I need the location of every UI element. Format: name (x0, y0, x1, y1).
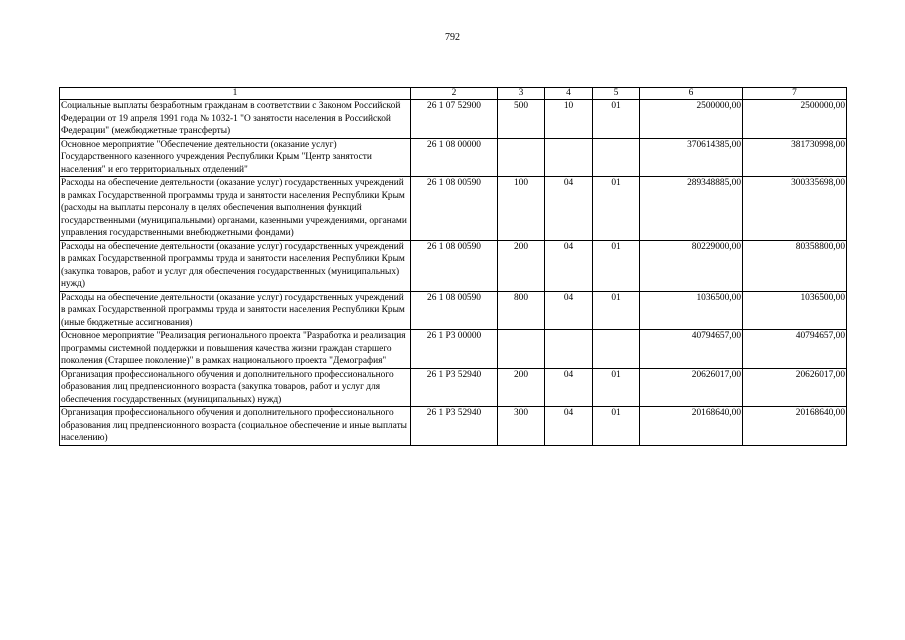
row-amount-year2: 40794657,00 (743, 330, 847, 369)
row-amount-year2: 20626017,00 (743, 368, 847, 407)
row-target-code: 26 1 08 00590 (411, 291, 498, 330)
row-amount-year2: 1036500,00 (743, 291, 847, 330)
table-row (60, 240, 847, 291)
row-amount-year2: 20168640,00 (743, 407, 847, 446)
row-subsection: 01 (593, 100, 640, 139)
row-target-code: 26 1 08 00590 (411, 177, 498, 241)
row-amount-year1: 1036500,00 (640, 291, 743, 330)
row-name: Организация профессионального обучения и дополнительного профессионального образования лиц предпенсионного возраста (закупка товаров, работ и услуг для обеспечения государственных (муниципальных) нужд) (60, 368, 411, 407)
row-amount-year1: 2500000,00 (640, 100, 743, 139)
row-amount-year1: 20626017,00 (640, 368, 743, 407)
row-amount-year2: 300335698,00 (743, 177, 847, 241)
table-row (60, 330, 847, 369)
row-section: 10 (545, 100, 593, 139)
table-row (60, 368, 847, 407)
row-amount-year1: 370614385,00 (640, 138, 743, 177)
row-section (545, 330, 593, 369)
row-target-code: 26 1 08 00590 (411, 240, 498, 291)
row-amount-year2: 381730998,00 (743, 138, 847, 177)
column-header-1: 1 (60, 88, 411, 100)
row-amount-year1: 20168640,00 (640, 407, 743, 446)
column-header-3: 3 (498, 88, 545, 100)
row-name: Основное мероприятие "Обеспечение деятельности (оказание услуг) Государственного казенного учреждения Республики Крым "Центр занятости населения" и его территориальных отделений" (60, 138, 411, 177)
row-target-code: 26 1 P3 00000 (411, 330, 498, 369)
budget-table (59, 87, 847, 446)
row-section: 04 (545, 368, 593, 407)
row-amount-year1: 289348885,00 (640, 177, 743, 241)
column-header-2: 2 (411, 88, 498, 100)
column-header-4: 4 (545, 88, 593, 100)
column-header-6: 6 (640, 88, 743, 100)
table-row (60, 407, 847, 446)
row-subsection: 01 (593, 368, 640, 407)
row-amount-year1: 80229000,00 (640, 240, 743, 291)
row-name: Организация профессионального обучения и дополнительного профессионального образования лиц предпенсионного возраста (социальное обеспечение и иные выплаты населению) (60, 407, 411, 446)
row-subsection: 01 (593, 240, 640, 291)
row-expense-type (498, 138, 545, 177)
row-target-code: 26 1 P3 52940 (411, 407, 498, 446)
row-section: 04 (545, 407, 593, 446)
page-number: 792 (445, 32, 460, 43)
row-name: Основное мероприятие "Реализация регионального проекта "Разработка и реализация программы системной поддержки и повышения качества жизни граждан старшего поколения (Старшее поколение)" в рамках национального проекта "Демография" (60, 330, 411, 369)
table-row (60, 177, 847, 241)
row-amount-year2: 2500000,00 (743, 100, 847, 139)
row-subsection (593, 330, 640, 369)
row-name: Социальные выплаты безработным гражданам в соответствии с Законом Российской Федерации от 19 апреля 1991 года № 1032-1 "О занятости населения в Российской Федерации" (межбюджетные трансферты) (60, 100, 411, 139)
row-section: 04 (545, 291, 593, 330)
row-expense-type: 500 (498, 100, 545, 139)
row-subsection: 01 (593, 407, 640, 446)
row-target-code: 26 1 P3 52940 (411, 368, 498, 407)
row-section: 04 (545, 177, 593, 241)
row-subsection: 01 (593, 177, 640, 241)
row-expense-type: 800 (498, 291, 545, 330)
header-row (60, 88, 847, 100)
row-expense-type: 100 (498, 177, 545, 241)
row-name: Расходы на обеспечение деятельности (оказание услуг) государственных учреждений в рамках Государственной программы труда и занятости населения Республики Крым (расходы на выплаты персоналу в целях обеспечения выполнения функций государственными (муниципальными) органами, казенными учреждениями, органами управления государственными внебюджетными фондами) (60, 177, 411, 241)
table-row (60, 138, 847, 177)
row-name: Расходы на обеспечение деятельности (оказание услуг) государственных учреждений в рамках Государственной программы труда и занятости населения Республики Крым (иные бюджетные ассигнования) (60, 291, 411, 330)
table-row (60, 291, 847, 330)
row-expense-type: 200 (498, 240, 545, 291)
row-expense-type: 300 (498, 407, 545, 446)
column-header-7: 7 (743, 88, 847, 100)
table-row (60, 100, 847, 139)
row-section: 04 (545, 240, 593, 291)
row-name: Расходы на обеспечение деятельности (оказание услуг) государственных учреждений в рамках Государственной программы труда и занятости населения Республики Крым (закупка товаров, работ и услуг для обеспечения государственных (муниципальных) нужд) (60, 240, 411, 291)
row-expense-type (498, 330, 545, 369)
row-section (545, 138, 593, 177)
column-header-5: 5 (593, 88, 640, 100)
row-expense-type: 200 (498, 368, 545, 407)
row-subsection (593, 138, 640, 177)
row-amount-year2: 80358800,00 (743, 240, 847, 291)
row-subsection: 01 (593, 291, 640, 330)
row-amount-year1: 40794657,00 (640, 330, 743, 369)
row-target-code: 26 1 07 52900 (411, 100, 498, 139)
row-target-code: 26 1 08 00000 (411, 138, 498, 177)
